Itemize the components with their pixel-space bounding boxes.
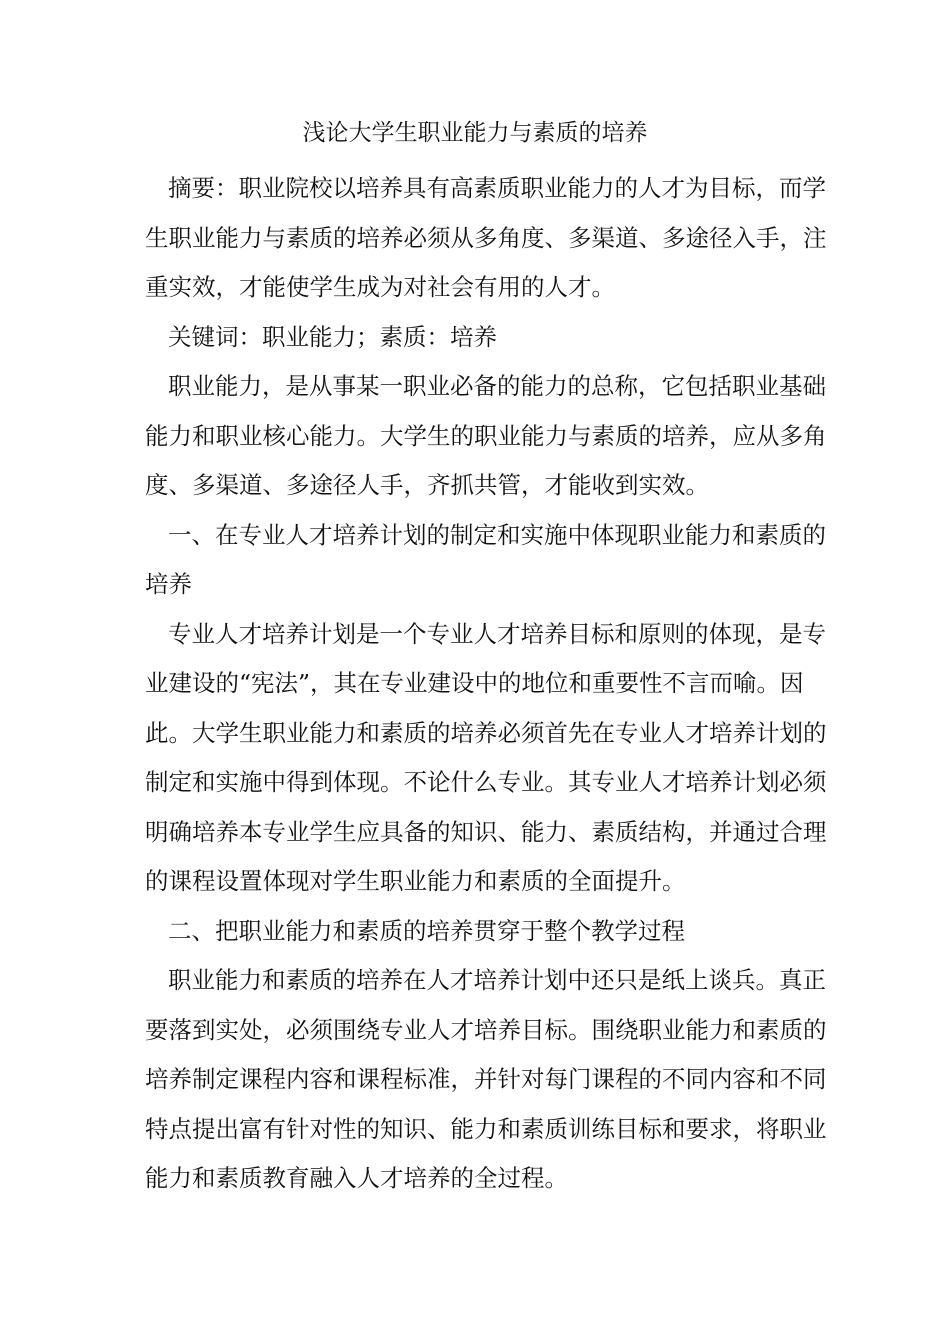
keywords-paragraph — [145, 313, 795, 363]
body-line: 要落到实处，必须围绕专业人才培养目标。围绕职业能力和素质的 — [145, 1015, 827, 1044]
body-line: 的课程设置体现对学生职业能力和素质的全面提升。 — [145, 867, 686, 895]
body-line: 特点提出富有针对性的知识、能力和素质训练目标和要求，将职业 — [145, 1114, 827, 1143]
abstract-line: 生职业能力与素质的培养必须从多角度、多渠道、多途径入手，注 — [145, 223, 827, 252]
body-line: 职业能力和素质的培养在人才培养计划中还只是纸上谈兵。真正 — [168, 966, 826, 994]
section-heading-2 — [145, 907, 795, 957]
body-line: 业建设的“宪法”，其在专业建设中的地位和重要性不言而喻。因 — [145, 669, 804, 697]
body-line: 能力和素质教育融入人才培养的全过程。 — [145, 1164, 568, 1192]
body-line: 明确培养本专业学生应具备的知识、能力、素质结构，并通过合理 — [145, 817, 827, 846]
body-line: 专业人才培养计划是一个专业人才培养目标和原则的体现，是专 — [168, 619, 826, 648]
abstract-line: 重实效，才能使学生成为对社会有用的人才。 — [145, 273, 615, 301]
heading-line: 一、在专业人才培养计划的制定和实施中体现职业能力和素质的 — [168, 520, 826, 549]
body-line: 此。大学生职业能力和素质的培养必须首先在专业人才培养计划的 — [145, 718, 827, 747]
intro-paragraph — [145, 362, 827, 511]
document-body — [145, 164, 827, 1204]
body-line: 培养制定课程内容和课程标准，并针对每门课程的不同内容和不同 — [145, 1065, 827, 1093]
abstract-paragraph — [145, 164, 827, 313]
keywords-line: 关键词：职业能力；素质：培养 — [168, 322, 497, 351]
document-title: 浅论大学生职业能力与素质的培养 — [302, 120, 648, 146]
abstract-line: 摘要：职业院校以培养具有高素质职业能力的人才为目标，而学 — [168, 174, 826, 202]
intro-line: 职业能力，是从事某一职业必备的能力的总称，它包括职业基础 — [168, 372, 826, 400]
body-line: 制定和实施中得到体现。不论什么专业。其专业人才培养计划必须 — [145, 768, 827, 796]
heading-line: 二、把职业能力和素质的培养贯穿于整个教学过程 — [168, 916, 685, 945]
heading-line: 培养 — [145, 570, 192, 598]
section-heading-1 — [145, 511, 826, 610]
section-1-paragraph — [145, 610, 827, 907]
intro-line: 能力和职业核心能力。大学生的职业能力与素质的培养，应从多角 — [145, 421, 827, 450]
section-2-paragraph — [145, 956, 827, 1204]
intro-line: 度、多渠道、多途径人手，齐抓共管，才能收到实效。 — [145, 471, 709, 499]
